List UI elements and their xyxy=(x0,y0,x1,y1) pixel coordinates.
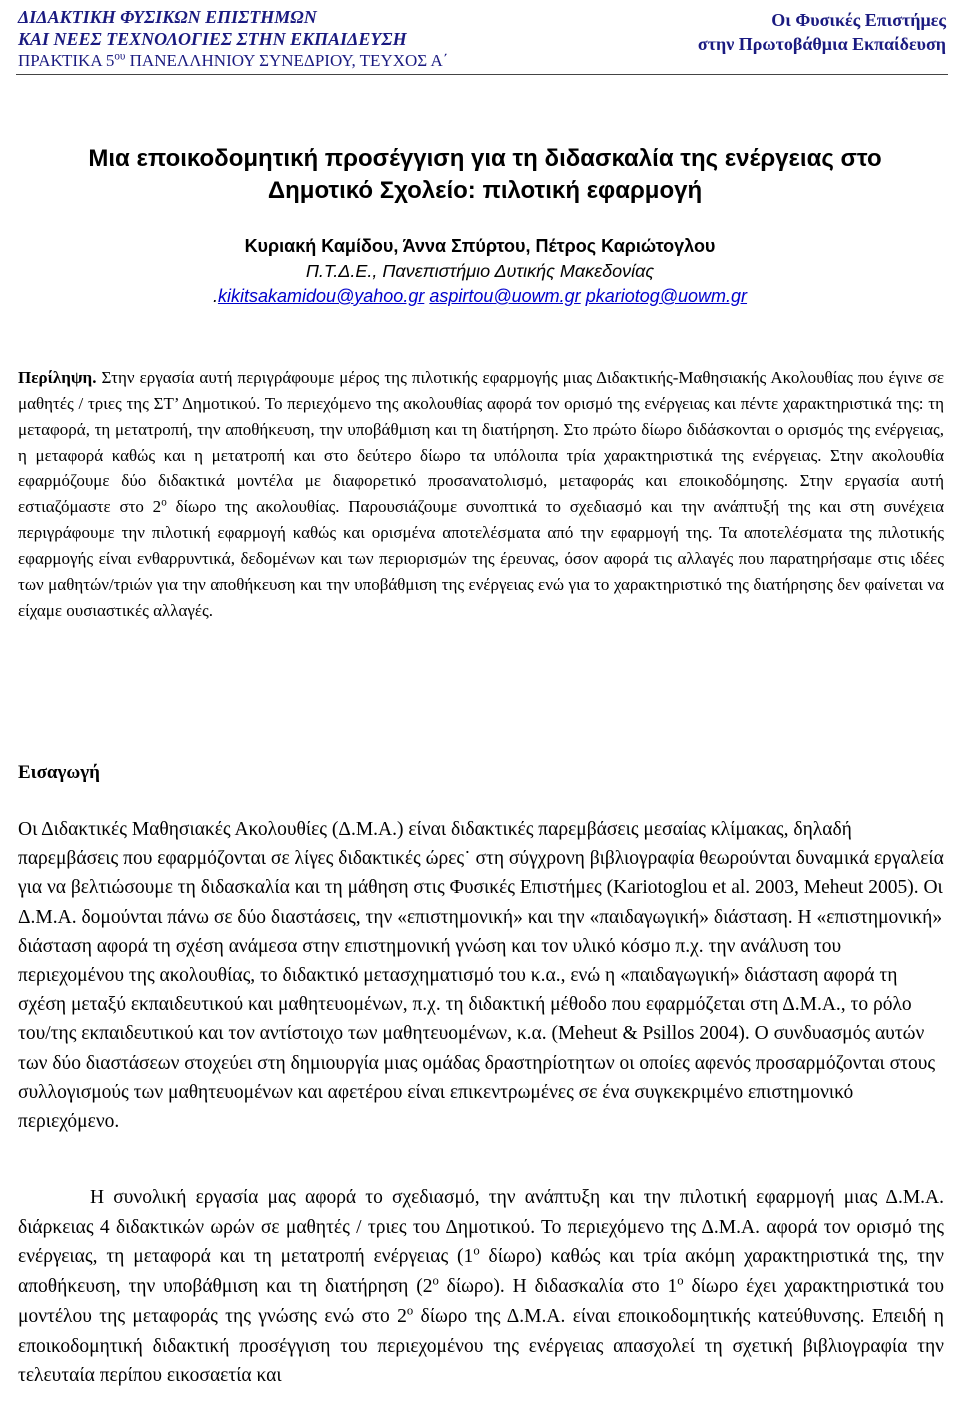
intro-p2-sup-1: ο xyxy=(473,1243,480,1258)
author-emails xyxy=(20,284,940,309)
email-link-spyrtou[interactable]: aspirtou@uowm.gr xyxy=(429,286,581,306)
abstract-text: Στην εργασία αυτή περιγράφουμε μέρος της πιλοτικής εφαρμογής μιας Διδακτικής-Μαθησιακής Ακολουθίας που έγινε σε μαθητές / τριες της ΣΤ’ Δημοτικού. Το περιεχόμενο της ακολουθίας αφορά τον ορισμό της ενέργειας και πέντε χαρακτηριστικά της: τη μεταφορά, τη μετατροπή, την αποθήκευση, την υποβάθμιση και τη διατήρηση. Στο πρώτο δίωρο διδάσκονται ο ορισμός της ενέργειας, η μεταφορά καθώς και η μετατροπή και στο δεύτερο δίωρο τα υπόλοιπα τρία χαρακτηριστικά της ενέργειας. Στην ακολουθία εφαρμόζουμε δύο διδακτικά μοντέλα με διαφορετικό προσανατολισμό, μεταφοράς και εποικοδόμησης. Στην εργασία αυτή εστιαζόμαστε στο 2 xyxy=(18,368,944,517)
header-series-line1: Οι Φυσικές Επιστήμες xyxy=(771,10,946,30)
abstract-text-2: δίωρο της ακολουθίας. Παρουσιάζουμε συνοπτικά το σχεδιασμό και την ανάπτυξή της και στη συνέχεια περιγράφουμε την πιλοτική εφαρμογή καθώς και ορισμένα αποτελέσματα από την εφαρμογή της. Τα αποτελέσματα της πιλοτικής εφαρμογής είναι ενθαρρυντικά, δεδομένων και των περιορισμών της έρευνας, όσον αφορά τις αλλαγές που παρατηρήσαμε στις ιδέες των μαθητών/τριών για την αποθήκευση και την υποβάθμιση της ενέργειας ενώ για το χαρακτηριστικό της διατήρησης δεν φαίνεται να είχαμε ουσιαστικές αλλαγές. xyxy=(18,497,944,620)
abstract-sup: ο xyxy=(161,496,167,509)
header-journal-line1: ΔΙΔΑΚΤΙΚΗ ΦΥΣΙΚΩΝ ΕΠΙΣΤΗΜΩΝ xyxy=(18,7,317,27)
section-heading-introduction: Εισαγωγή xyxy=(18,762,100,783)
header-proceedings-text-2: ΠΑΝΕΛΛΗΝΙΟΥ ΣΥΝΕΔΡΙΟΥ, ΤΕΥΧΟΣ Α΄ xyxy=(125,51,449,70)
email-prefix: . xyxy=(212,286,218,306)
intro-p2-sup-3: ο xyxy=(677,1273,684,1288)
header-proceedings-line xyxy=(18,50,448,72)
introduction-paragraph-1: Οι Διδακτικές Μαθησιακές Ακολουθίες (Δ.Μ.Α.) είναι διδακτικές παρεμβάσεις μεσαίας κλίμακας, δηλαδή παρεμβάσεις που εφαρμόζονται σε λίγες διδακτικές ώρες˙ στη σύγχρονη βιβλιογραφία θεωρούνται δυναμικά εργαλεία για να βελτιώσουμε τη διδασκαλία και τη μάθηση στις Φυσικές Επιστήμες (Kariotoglou et al. 2003, Meheut 2005). Οι Δ.Μ.Α. δομούνται πάνω σε δύο διαστάσεις, την «επιστημονική» και την «παιδαγωγική» διάσταση. Η «επιστημονική» διάσταση αφορά τη σχέση ανάμεσα στην επιστημονική γνώση και τον υλικό κόσμο π.χ. την ανάλυση του περιεχομένου της ακολουθίας, το διδακτικό μετασχηματισμό του κ.α., ενώ η «παιδαγωγική» διάσταση αφορά τη σχέση μεταξύ εκπαιδευτικού και μαθητευομένων, π.χ. τη διδακτική μέθοδο που εφαρμόζεται στη Δ.Μ.Α., το ρόλο του/της εκπαιδευτικού και τον αντίστοιχο των μαθητευομένων, κ.α. (Meheut & Psillos 2004). Ο συνδυασμός αυτών των δύο διαστάσεων στοχεύει στη δημιουργία μιας ομάδας δραστηρίοτητων οι οποίες αφενός προσαρμόζονται στους συλλογισμούς των μαθητευομένων και αφετέρου είναι επικεντρωμένες σε ένα συγκεκριμένο επιστημονικό περιεχόμενο. xyxy=(18,819,944,1133)
header-series-line2: στην Πρωτοβάθμια Εκπαίδευση xyxy=(697,34,946,54)
intro-p2-text-b: δίωρο) καθώς και τρία ακόμη χαρακτηριστικά της, την αποθήκευση, την υποβάθμιση και τη διατήρηση (2 xyxy=(18,1246,945,1298)
introduction-paragraph-2 xyxy=(18,1183,944,1391)
header-proceedings-sup: ου xyxy=(114,50,126,63)
title-line-2: Δημοτικό Σχολείο: πιλοτική εφαρμογή xyxy=(267,177,703,204)
header-divider xyxy=(16,74,948,75)
intro-p2-text-d: δίωρο έχει χαρακτηριστικά του μοντέλου της μεταφοράς της γνώσης ενώ στο 2 xyxy=(18,1276,945,1327)
intro-p2-text-e: δίωρο της Δ.Μ.Α. είναι εποικοδομητικής κατεύθυνσης. Επειδή η εποικοδομητική διδακτική προσέγγιση του περιεχομένου της ενέργειας απασχολεί τη σχετική βιβλιογραφία την τελευταία περίπου εικοσαετία και xyxy=(18,1305,944,1387)
paper-affiliation: Π.Τ.Δ.Ε., Πανεπιστήμιο Δυτικής Μακεδονίας xyxy=(305,261,655,281)
paper-title xyxy=(30,143,940,207)
intro-p2-text-a: Η συνολική εργασία μας αφορά το σχεδιασμό, την ανάπτυξη και την πιλοτική εφαρμογή μιας Δ.Μ.Α. διάρκειας 4 διδακτικών ωρών σε μαθητές / τριες του Δημοτικού. Το περιεχόμενο της Δ.Μ.Α. αφορά τον ορισμό της ενέργειας, τη μεταφορά και τη μετατροπή ενέργειας (1 xyxy=(18,1187,944,1268)
title-line-1: Μια εποικοδομητική προσέγγιση για τη διδασκαλία της ενέργειας στο xyxy=(88,145,882,172)
header-proceedings-text: ΠΡΑΚΤΙΚΑ 5 xyxy=(18,51,115,70)
paper-authors: Κυριακή Καμίδου, Άννα Σπύρτου, Πέτρος Καριώτογλου xyxy=(244,236,716,256)
intro-p2-sup-4: ο xyxy=(406,1303,414,1318)
running-header-right xyxy=(698,8,946,56)
intro-p2-text-c: δίωρο). Η διδασκαλία στο 1 xyxy=(438,1276,678,1298)
email-link-kamidou[interactable]: kikitsakamidou@yahoo.gr xyxy=(217,286,425,306)
abstract-paragraph xyxy=(18,365,944,623)
running-header-left xyxy=(18,6,448,72)
email-link-kariotoglou[interactable]: pkariotog@uowm.gr xyxy=(585,286,748,306)
abstract-label: Περίληψη. xyxy=(18,368,97,387)
header-journal-line2: ΚΑΙ ΝΕΕΣ ΤΕΧΝΟΛΟΓΙΕΣ ΣΤΗΝ ΕΚΠΑΙΔΕΥΣΗ xyxy=(18,29,407,49)
intro-p2-sup-2: ο xyxy=(432,1273,439,1288)
